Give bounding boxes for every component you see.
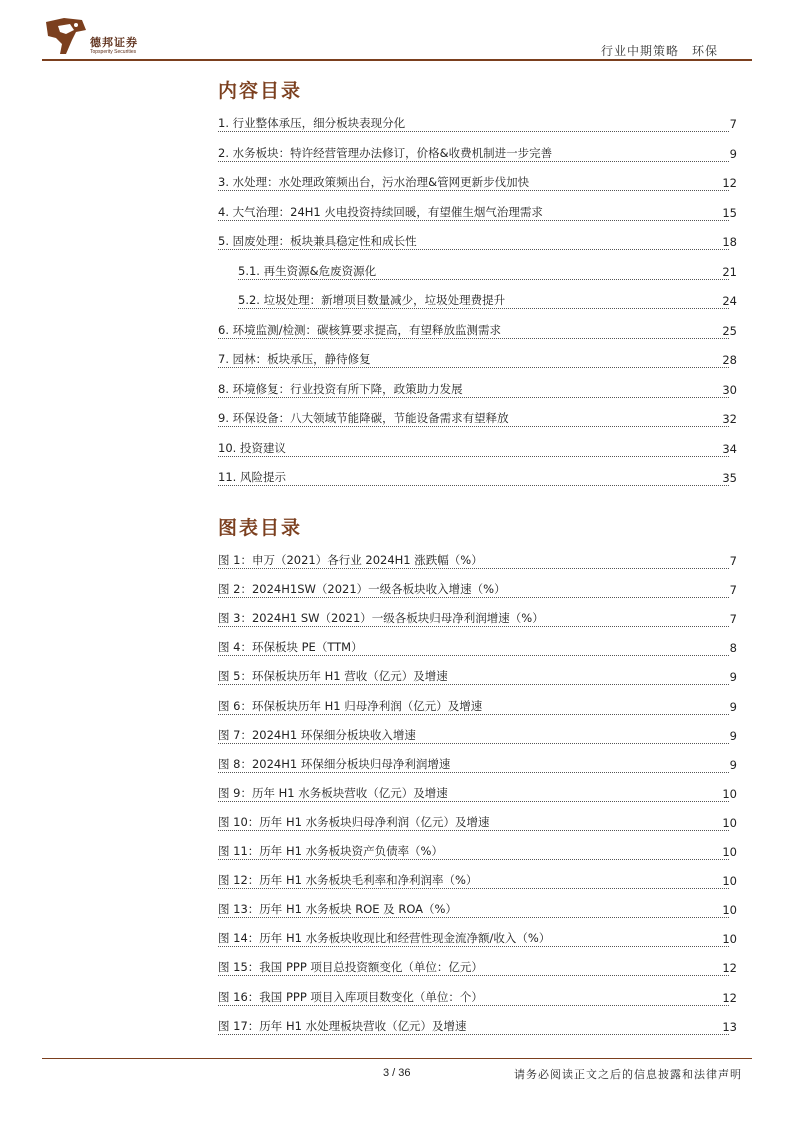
contents-entry[interactable] [218,409,737,429]
dot-leader [218,456,729,457]
dot-leader [218,568,729,569]
figures-entry-label: 图 3：2024H1 SW（2021）一级各板块归母净利润增速（%） [218,611,544,626]
contents-entry[interactable] [238,291,737,311]
contents-entry[interactable] [218,232,737,252]
dot-leader [218,161,729,162]
figures-entry-page: 12 [722,961,737,976]
contents-entry-label: 6. 环境监测/检测：碳核算要求提高，有望释放监测需求 [218,322,501,337]
contents-entry-page: 24 [722,294,737,308]
figures-entry-label: 图 12：历年 H1 水务板块毛利率和净利润率（%） [218,873,478,888]
figures-entry[interactable] [218,988,737,1008]
dot-leader [238,279,729,280]
contents-entry-label: 7. 园林：板块承压，静待修复 [218,352,371,366]
dot-leader [218,801,729,802]
figures-entry-page: 7 [729,554,737,568]
dot-leader [218,655,729,656]
dot-leader [238,308,729,309]
contents-entry[interactable] [218,203,737,223]
contents-entry-page: 35 [722,471,737,485]
dot-leader [218,859,729,860]
contents-entry[interactable] [218,350,737,370]
contents-entry[interactable] [238,262,737,282]
dot-leader [218,485,729,486]
figures-entry-page: 9 [729,699,737,714]
figures-entry-label: 图 11：历年 H1 水务板块资产负债率（%） [218,844,443,858]
figures-entry-page: 10 [722,932,737,947]
figures-entry-label: 图 9：历年 H1 水务板块营收（亿元）及增速 [218,785,448,800]
logo-chinese-name: 德邦证券 [90,36,138,49]
dot-leader [218,743,729,744]
contents-entry-page: 32 [722,412,737,426]
figures-entry-page: 9 [729,670,737,685]
figures-entry[interactable] [218,667,737,687]
figures-entry-page: 8 [729,641,737,656]
figures-entry-page: 10 [722,815,737,830]
contents-entry-label: 1. 行业整体承压，细分板块表现分化 [218,116,406,130]
company-logo-icon [42,14,88,58]
page-number: 3 / 36 [383,1067,411,1079]
dot-leader [218,131,729,132]
dot-leader [218,772,729,773]
dot-leader [218,190,729,191]
figures-entry-label: 图 14：历年 H1 水务板块收现比和经营性现金流净额/收入（%） [218,931,551,946]
contents-entry[interactable] [218,173,737,193]
contents-entry-page: 34 [722,441,737,456]
report-category: 行业中期策略 环保 [600,44,718,58]
dot-leader [218,714,729,715]
contents-entry-page: 21 [722,264,737,279]
figures-entry-page: 7 [729,612,737,627]
contents-entry-label: 4. 大气治理：24H1 火电投资持续回暖，有望催生烟气治理需求 [218,204,543,219]
contents-entry-page: 18 [722,235,737,249]
figures-entry-label: 图 7：2024H1 环保细分板块收入增速 [218,727,416,742]
figures-entry[interactable] [218,580,737,600]
figures-entry-page: 10 [722,903,737,918]
dot-leader [218,830,729,831]
contents-entry-label: 9. 环保设备：八大领域节能降碳，节能设备需求有望释放 [218,411,509,425]
legal-disclaimer: 请务必阅读正文之后的信息披露和法律声明 [514,1068,742,1081]
figures-entry-label: 图 4：环保板块 PE（TTM） [218,640,363,655]
dot-leader [218,249,729,250]
header-divider [42,59,752,61]
figures-entry[interactable] [218,755,737,775]
contents-entry[interactable] [218,439,737,459]
contents-entry-page: 7 [729,117,737,131]
contents-entry[interactable] [218,321,737,341]
figures-entry[interactable] [218,900,737,920]
figures-entry[interactable] [218,697,737,717]
figures-entry-label: 图 15：我国 PPP 项目总投资额变化（单位：亿元） [218,960,483,975]
contents-entry[interactable] [218,114,737,134]
footer-divider [42,1058,752,1059]
figures-entry[interactable] [218,551,737,571]
figures-entry[interactable] [218,638,737,658]
figures-entry[interactable] [218,784,737,804]
dot-leader [218,338,729,339]
dot-leader [218,626,729,627]
contents-entry-page: 28 [722,353,737,367]
figures-entry-label: 图 1：申万（2021）各行业 2024H1 涨跌幅（%） [218,553,483,567]
figures-entry[interactable] [218,726,737,746]
logo-english-name: Topsperity Securities [90,49,137,55]
contents-entry-label: 2. 水务板块：特许经营管理办法修订，价格&收费机制进一步完善 [218,145,553,160]
figures-entry-label: 图 5：环保板块历年 H1 营收（亿元）及增速 [218,669,448,684]
figures-entry-page: 10 [722,845,737,859]
figures-entry-label: 图 17：历年 H1 水处理板块营收（亿元）及增速 [218,1018,467,1033]
contents-entry-label: 10. 投资建议 [218,440,286,455]
contents-entry[interactable] [218,380,737,400]
contents-entry[interactable] [218,468,737,488]
contents-title: 内容目录 [218,80,303,102]
contents-entry-label: 5.1. 再生资源&危废资源化 [238,263,377,278]
contents-entry-label: 8. 环境修复：行业投资有所下降，政策助力发展 [218,381,463,396]
dot-leader [218,426,729,427]
figures-entry[interactable] [218,609,737,629]
figures-entry-page: 12 [722,990,737,1005]
contents-entry-page: 25 [722,323,737,338]
figures-entry-page: 9 [729,757,737,772]
dot-leader [218,220,729,221]
contents-entry[interactable] [218,144,737,164]
figures-entry-page: 7 [729,583,737,598]
figures-entry-label: 图 2：2024H1SW（2021）一级各板块收入增速（%） [218,582,506,597]
dot-leader [218,888,729,889]
figures-entry-page: 10 [722,786,737,801]
figures-entry-page: 13 [722,1019,737,1034]
dot-leader [218,917,729,918]
contents-entry-label: 5. 固废处理：板块兼具稳定性和成长性 [218,234,417,248]
figures-title: 图表目录 [218,517,303,539]
figures-entry-label: 图 16：我国 PPP 项目入库项目数变化（单位：个） [218,989,483,1004]
contents-entry-page: 15 [722,205,737,220]
dot-leader [218,946,729,947]
figures-entry[interactable] [218,871,737,891]
figures-entry[interactable] [218,813,737,833]
contents-entry-page: 30 [722,382,737,397]
dot-leader [218,1005,729,1006]
figures-entry[interactable] [218,842,737,862]
contents-entry-page: 9 [729,146,737,161]
dot-leader [218,684,729,685]
figures-entry-label: 图 6：环保板块历年 H1 归母净利润（亿元）及增速 [218,698,483,713]
figures-entry-label: 图 13：历年 H1 水务板块 ROE 及 ROA（%） [218,902,457,917]
figures-entry-page: 9 [729,728,737,743]
figures-entry[interactable] [218,958,737,978]
contents-entry-page: 12 [722,176,737,190]
contents-entry-label: 11. 风险提示 [218,470,286,484]
dot-leader [218,367,729,368]
contents-entry-label: 3. 水处理：水处理政策频出台，污水治理&管网更新步伐加快 [218,175,530,189]
company-logo [42,14,192,58]
figures-entry-label: 图 10：历年 H1 水务板块归母净利润（亿元）及增速 [218,814,490,829]
dot-leader [218,597,729,598]
dot-leader [218,1034,729,1035]
figures-entry-page: 10 [722,874,737,889]
figures-entry[interactable] [218,1017,737,1037]
figures-entry-label: 图 8：2024H1 环保细分板块归母净利润增速 [218,756,451,771]
dot-leader [218,975,729,976]
contents-entry-label: 5.2. 垃圾处理：新增项目数量减少，垃圾处理费提升 [238,293,506,307]
dot-leader [218,397,729,398]
figures-entry[interactable] [218,929,737,949]
